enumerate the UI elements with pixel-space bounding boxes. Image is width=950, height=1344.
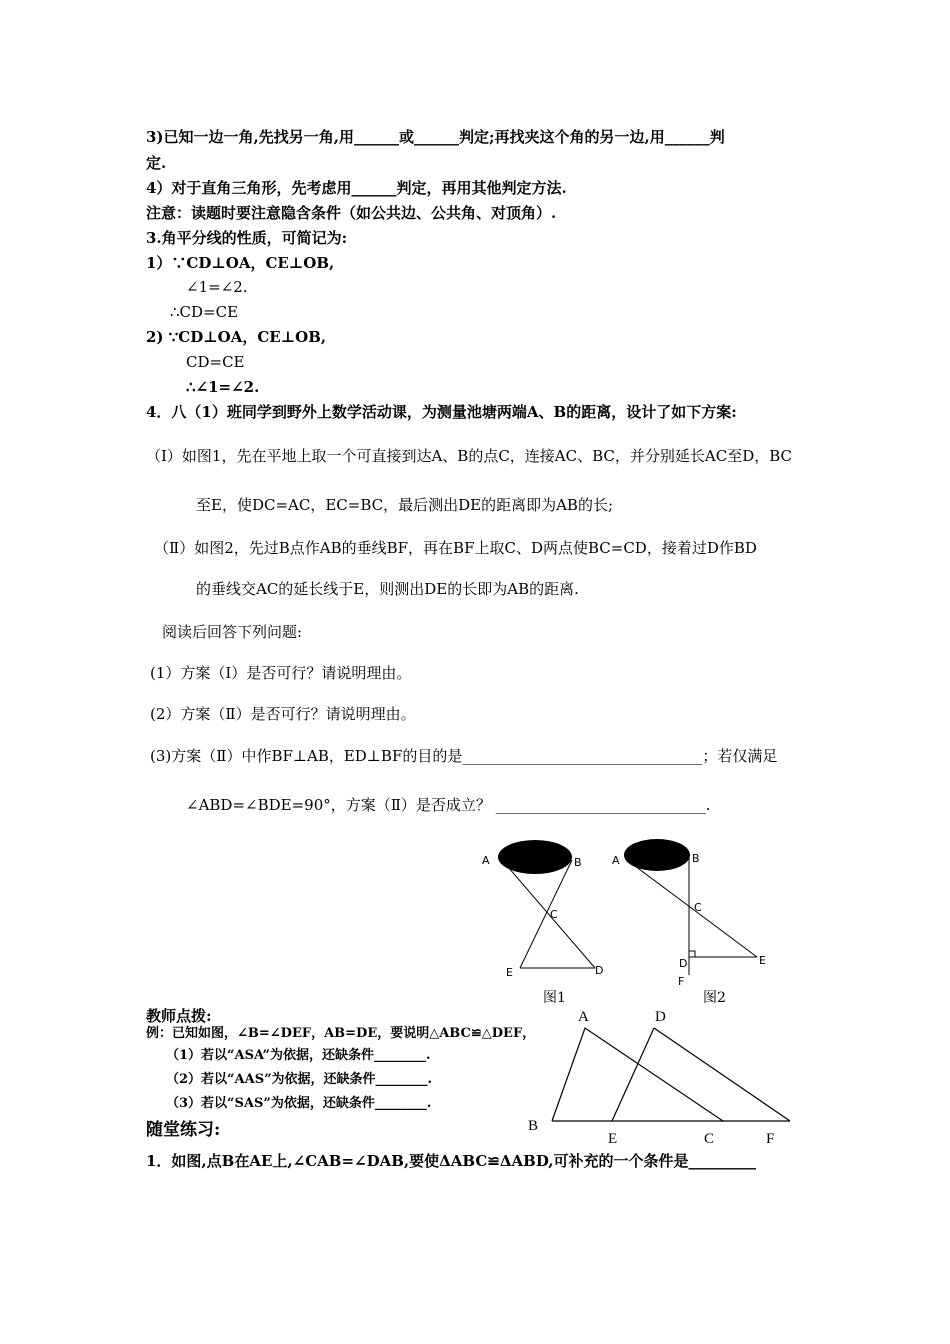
figure-2 bbox=[605, 830, 775, 1010]
label-D: D bbox=[595, 964, 604, 977]
method-item-3-line1: 3)已知一边一角,先找另一角,用______或______判定;再找夹这个角的另一边,用______判 bbox=[146, 128, 725, 146]
figure-3 bbox=[520, 1000, 820, 1150]
side-DF bbox=[654, 1028, 790, 1121]
teacher-condition-2: （2）若以“AAS”为依据，还缺条件________. bbox=[166, 1072, 433, 1087]
problem4-intro: 4．八（1）班同学到野外上数学活动课，为测量池塘两端A、B的距离，设计了如下方案: bbox=[146, 403, 737, 421]
label-D: D bbox=[679, 957, 688, 970]
bisector-title: 3.角平分线的性质，可简记为: bbox=[146, 229, 348, 247]
label-B: B bbox=[574, 856, 582, 869]
bisector-p2-line3: ∴∠1=∠2. bbox=[186, 378, 260, 396]
label-A: A bbox=[612, 854, 620, 867]
label-A: A bbox=[482, 854, 490, 867]
label-E: E bbox=[759, 954, 766, 967]
label-E: E bbox=[506, 966, 513, 979]
practice-title: 随堂练习: bbox=[146, 1120, 221, 1140]
question-1: (1）方案（Ⅰ）是否可行？请说明理由。 bbox=[150, 664, 412, 682]
teacher-condition-1: （1）若以“ASA”为依据，还缺条件________. bbox=[166, 1048, 431, 1063]
read-instruction: 阅读后回答下列问题: bbox=[162, 623, 303, 641]
label-F: F bbox=[678, 975, 685, 988]
question-3-line2: ∠ABD=∠BDE=90°，方案（Ⅱ）是否成立？ ____________________________. bbox=[186, 796, 711, 814]
plan1-line1: （Ⅰ）如图1，先在平地上取一个可直接到达A、B的点C，连接AC、BC，并分别延长AC至D，BC bbox=[146, 447, 793, 465]
label-F: F bbox=[766, 1131, 775, 1147]
bisector-p2-line2: CD=CE bbox=[186, 353, 245, 371]
figure-1 bbox=[470, 830, 620, 1010]
label-C: C bbox=[704, 1131, 715, 1147]
line-AD bbox=[502, 860, 595, 968]
figure-1-caption: 图1 bbox=[543, 990, 566, 1006]
method-item-3-line2: 定. bbox=[146, 154, 167, 172]
pond-ellipse bbox=[624, 839, 690, 871]
teacher-example: 例：已知如图，∠B=∠DEF，AB=DE，要说明△ABC≌△DEF， bbox=[146, 1026, 536, 1041]
triangle-ABC bbox=[552, 1028, 723, 1121]
label-C: C bbox=[694, 901, 702, 914]
practice-question-1: 1．如图,点B在AE上,∠CAB=∠DAB,要使ΔABC≌ΔABD,可补充的一个条件是_________ bbox=[146, 1152, 757, 1170]
label-B: B bbox=[692, 852, 700, 865]
plan2-line1: （Ⅱ）如图2，先过B点作AB的垂线BF，再在BF上取C、D两点使BC=CD，接着过D作BD bbox=[154, 539, 757, 557]
figure-2-caption: 图2 bbox=[703, 990, 726, 1006]
bisector-p1-line1: 1）∵CD⊥OA，CE⊥OB, bbox=[146, 254, 335, 272]
line-AE bbox=[627, 860, 757, 957]
label-B: B bbox=[528, 1118, 539, 1134]
label-E: E bbox=[608, 1131, 618, 1147]
right-angle-mark bbox=[689, 951, 695, 957]
line-BE bbox=[520, 860, 572, 968]
bisector-p1-line3: ∴CD=CE bbox=[170, 303, 239, 321]
bisector-p1-line2: ∠1=∠2. bbox=[186, 278, 248, 296]
label-C: C bbox=[550, 908, 558, 921]
question-2: (2）方案（Ⅱ）是否可行？请说明理由。 bbox=[150, 705, 416, 723]
label-D: D bbox=[655, 1009, 666, 1025]
bisector-p2-line1: 2) ∵CD⊥OA，CE⊥OB, bbox=[146, 328, 327, 346]
method-note: 注意：读题时要注意隐含条件（如公共边、公共角、对顶角）. bbox=[146, 204, 557, 222]
side-ED bbox=[612, 1028, 654, 1121]
plan2-line2: 的垂线交AC的延长线于E，则测出DE的长即为AB的距离. bbox=[196, 580, 579, 598]
label-A: A bbox=[578, 1009, 589, 1025]
teacher-title: 教师点拨: bbox=[146, 1007, 212, 1025]
teacher-condition-3: （3）若以“SAS”为依据，还缺条件________. bbox=[166, 1096, 432, 1111]
method-item-4: 4）对于直角三角形，先考虑用______判定，再用其他判定方法. bbox=[146, 179, 567, 197]
plan1-line2: 至E，使DC=AC，EC=BC，最后测出DE的距离即为AB的长; bbox=[196, 496, 613, 514]
question-3-line1: (3)方案（Ⅱ）中作BF⊥AB，ED⊥BF的目的是________________________________；若仅满足 bbox=[150, 747, 778, 765]
